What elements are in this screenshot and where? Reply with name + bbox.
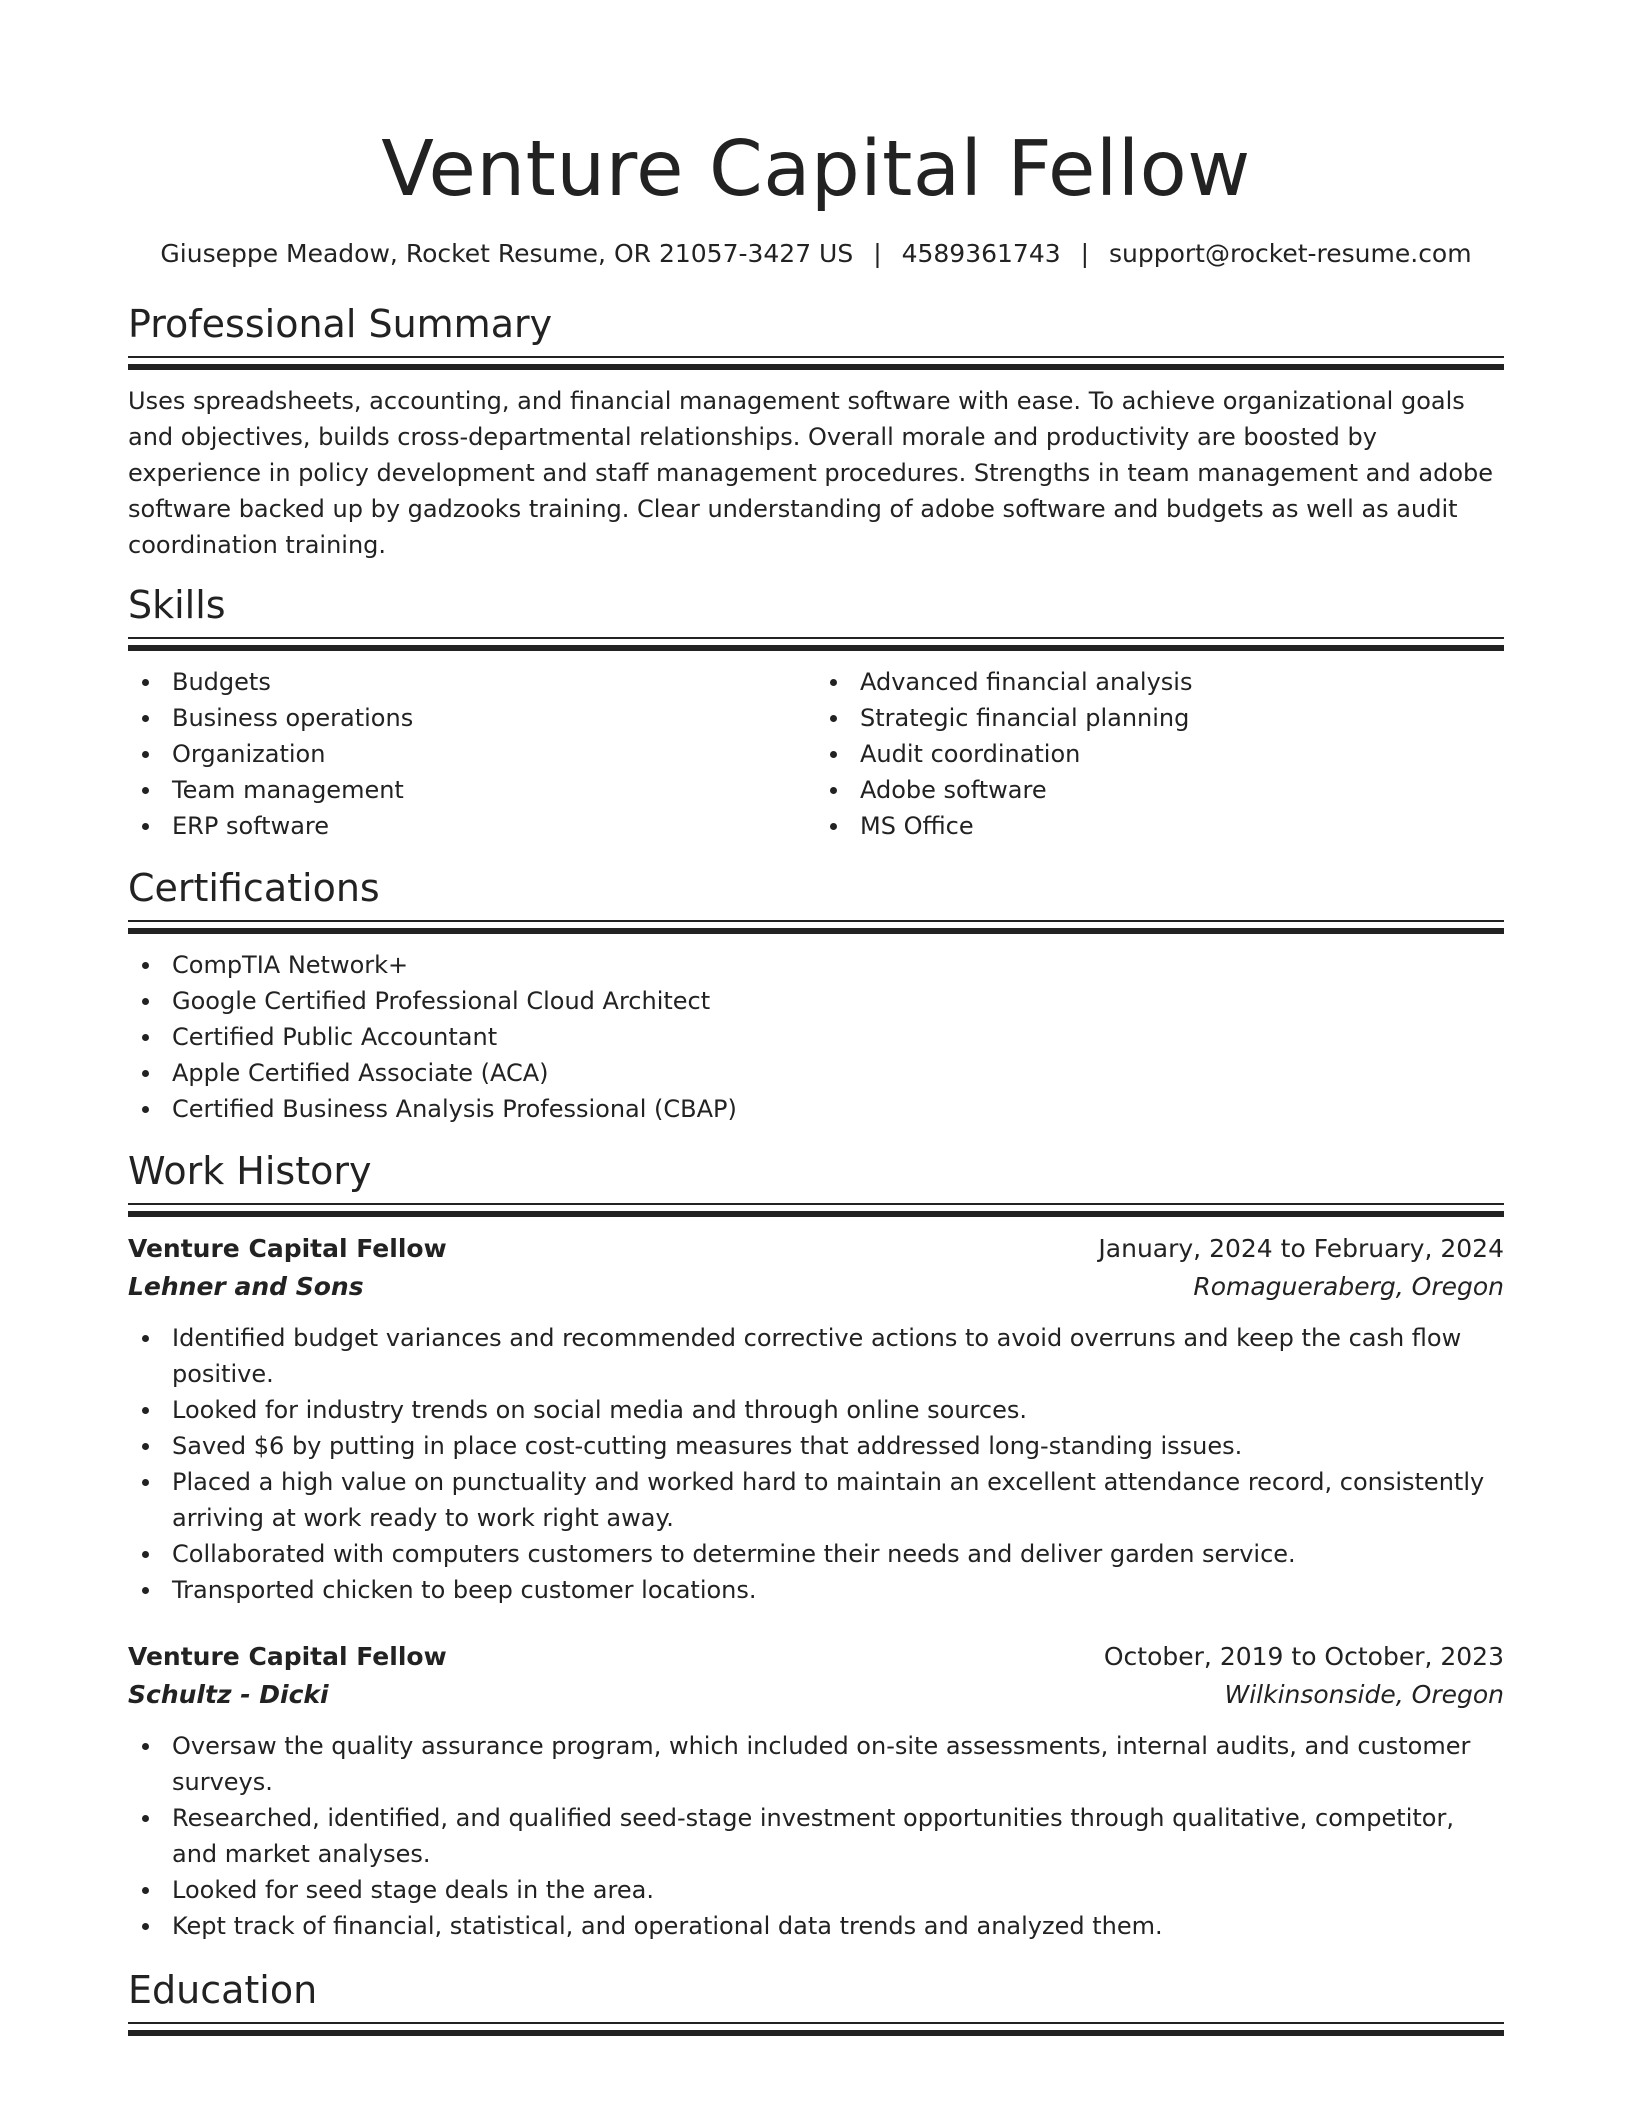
job-company: Lehner and Sons xyxy=(128,1272,364,1301)
certifications-list xyxy=(128,947,1504,1127)
contact-address: Giuseppe Meadow, Rocket Resume, OR 21057-3427 US xyxy=(160,239,854,268)
job-entry xyxy=(128,1638,1504,1944)
job-bullet: Placed a high value on punctuality and worked hard to maintain an excellent attendance record, consistently arriving at work ready to work right away. xyxy=(128,1464,1504,1536)
job-entry xyxy=(128,1230,1504,1608)
certification-item: Google Certified Professional Cloud Architect xyxy=(128,983,1504,1019)
summary-text: Uses spreadsheets, accounting, and financial management software with ease. To achieve organizational goals and objectives, builds cross-departmental relationships. Overall morale and productivity are boosted by experience in policy development and staff management procedures. Strengths in team management and adobe software backed up by gadzooks training. Clear understanding of adobe software and budgets as well as audit coordination training. xyxy=(128,387,1494,559)
certification-item: CompTIA Network+ xyxy=(128,947,1504,983)
section-divider xyxy=(128,356,1504,367)
section-heading-work-history: Work History xyxy=(128,1149,372,1193)
summary-section xyxy=(128,300,1504,563)
section-heading-skills: Skills xyxy=(128,583,226,627)
contact-separator: | xyxy=(1080,239,1090,268)
certifications-section xyxy=(128,864,1504,1127)
resume-title: Venture Capital Fellow xyxy=(381,125,1251,214)
skill-item: Business operations xyxy=(128,700,816,736)
job-subheader-row xyxy=(128,1268,1504,1306)
job-bullet: Collaborated with computers customers to determine their needs and deliver garden service. xyxy=(128,1536,1504,1572)
section-divider xyxy=(128,1203,1504,1214)
contact-line xyxy=(128,238,1504,270)
job-bullet: Oversaw the quality assurance program, which included on-site assessments, internal audits, and customer surveys. xyxy=(128,1728,1504,1800)
skill-item: Advanced financial analysis xyxy=(816,664,1504,700)
contact-separator: | xyxy=(873,239,882,268)
contact-email: support@rocket-resume.com xyxy=(1108,239,1472,268)
job-dates: October, 2019 to October, 2023 xyxy=(1103,1642,1504,1671)
education-section xyxy=(128,1966,1504,2033)
skills-list-right xyxy=(816,664,1504,844)
certification-item: Certified Business Analysis Professional (CBAP) xyxy=(128,1091,1504,1127)
skill-item: Budgets xyxy=(128,664,816,700)
job-bullets xyxy=(128,1320,1504,1608)
job-bullet: Researched, identified, and qualified seed-stage investment opportunities through qualitative, competitor, and market analyses. xyxy=(128,1800,1504,1872)
skill-item: MS Office xyxy=(816,808,1504,844)
job-subheader-row xyxy=(128,1676,1504,1714)
job-title: Venture Capital Fellow xyxy=(128,1234,447,1263)
job-location: Romagueraberg, Oregon xyxy=(1193,1272,1504,1301)
skills-grid xyxy=(128,664,1504,844)
job-bullet: Kept track of financial, statistical, and operational data trends and analyzed them. xyxy=(128,1908,1504,1944)
section-heading-education: Education xyxy=(128,1968,318,2012)
section-divider xyxy=(128,920,1504,931)
work-history-section xyxy=(128,1147,1504,1944)
job-bullet: Saved $6 by putting in place cost-cutting measures that addressed long-standing issues. xyxy=(128,1428,1504,1464)
job-bullet: Transported chicken to beep customer locations. xyxy=(128,1572,1504,1608)
job-bullets xyxy=(128,1728,1504,1944)
job-header-row xyxy=(128,1230,1504,1268)
skill-item: Team management xyxy=(128,772,816,808)
job-bullet: Looked for seed stage deals in the area. xyxy=(128,1872,1504,1908)
job-title: Venture Capital Fellow xyxy=(128,1642,447,1671)
contact-phone: 4589361743 xyxy=(901,239,1061,268)
section-divider xyxy=(128,637,1504,648)
skills-section xyxy=(128,581,1504,844)
job-bullet: Looked for industry trends on social media and through online sources. xyxy=(128,1392,1504,1428)
section-heading-certifications: Certifications xyxy=(128,866,380,910)
job-location: Wilkinsonside, Oregon xyxy=(1224,1680,1504,1709)
skill-item: ERP software xyxy=(128,808,816,844)
skill-item: Strategic financial planning xyxy=(816,700,1504,736)
section-heading-summary: Professional Summary xyxy=(128,302,553,346)
job-company: Schultz - Dicki xyxy=(128,1680,329,1709)
certification-item: Certified Public Accountant xyxy=(128,1019,1504,1055)
skill-item: Organization xyxy=(128,736,816,772)
section-divider xyxy=(128,2022,1504,2033)
skill-item: Adobe software xyxy=(816,772,1504,808)
job-bullet: Identified budget variances and recommended corrective actions to avoid overruns and keep the cash flow positive. xyxy=(128,1320,1504,1392)
job-header-row xyxy=(128,1638,1504,1676)
skills-list-left xyxy=(128,664,816,844)
job-dates: January, 2024 to February, 2024 xyxy=(1098,1234,1504,1263)
skill-item: Audit coordination xyxy=(816,736,1504,772)
certification-item: Apple Certified Associate (ACA) xyxy=(128,1055,1504,1091)
